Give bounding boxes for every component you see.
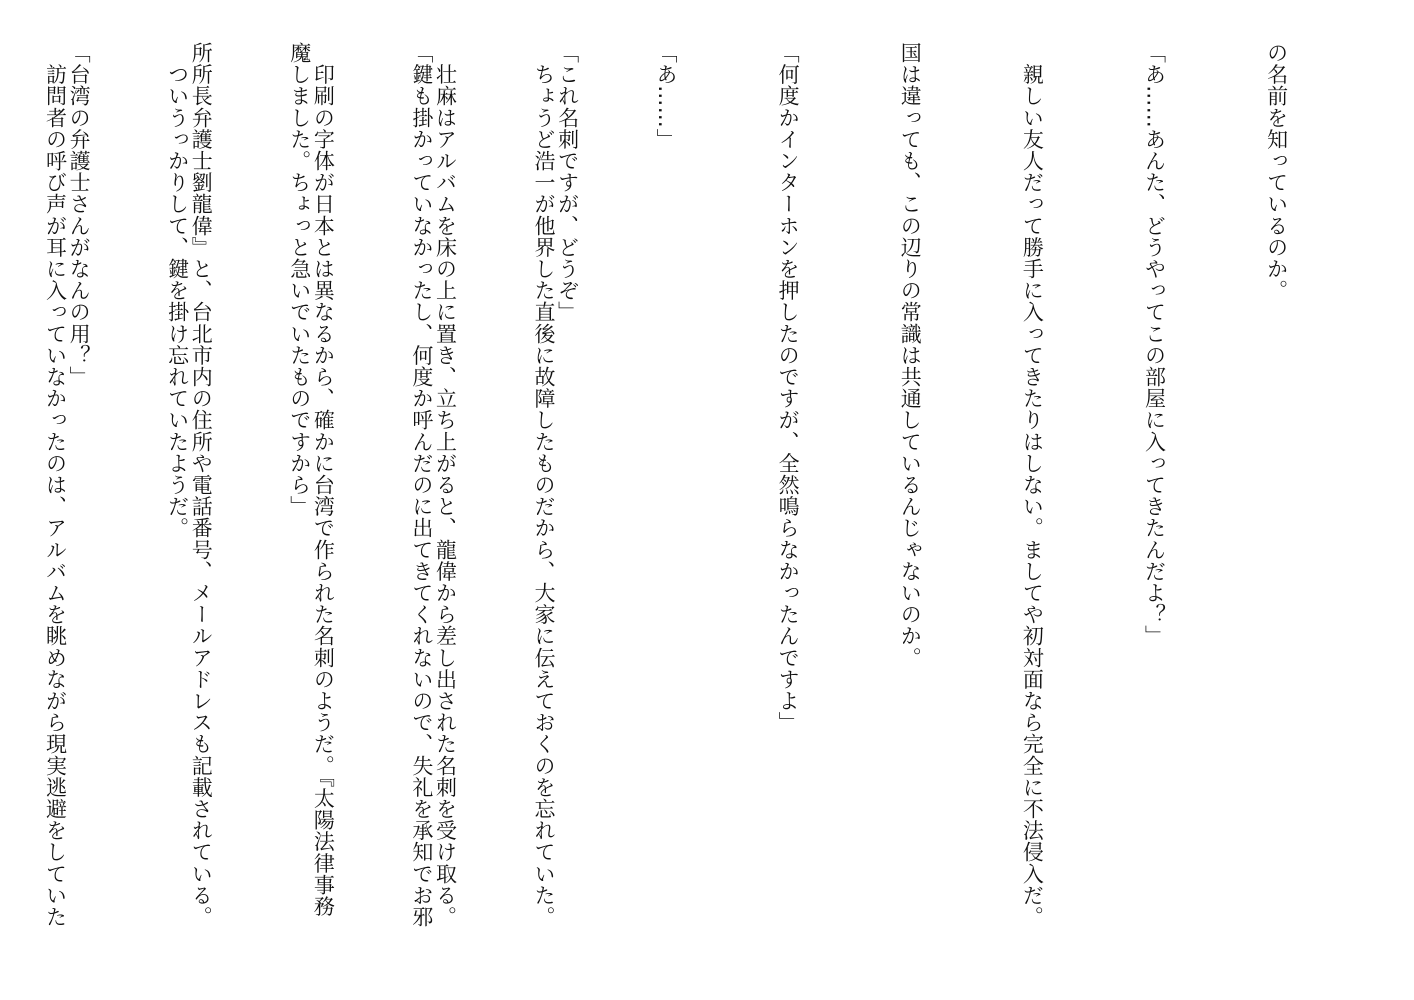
text-line: 「あ……あんた、どうやってこの部屋に入ってきたんだよ？」 bbox=[1142, 42, 1167, 647]
text-line: 壮麻はアルバムを床の上に置き、立ち上がると、龍偉から差し出された名刺を受け取る。 bbox=[433, 42, 458, 928]
text-line: 「何度かインターホンを押したのですが、全然鳴らなかったんですよ」 bbox=[776, 42, 801, 734]
text-line: 印刷の字体が日本とは異なるから、確かに台湾で作られた名刺のようだ。『太陽法律事務 bbox=[311, 42, 336, 918]
text-line: ついうっかりして、鍵を掛け忘れていたようだ。 bbox=[165, 42, 190, 539]
text-line: 所所長弁護士劉龍偉』と、台北市内の住所や電話番号、メールアドレスも記載されている。 bbox=[189, 42, 214, 928]
text-line: 「台湾の弁護士さんがなんの用？」 bbox=[67, 42, 92, 388]
text-line: 訪問者の呼び声が耳に入っていなかったのは、アルバムを眺めながら現実逃避をしていた bbox=[43, 42, 68, 928]
text-line: の名前を知っているのか。 bbox=[1264, 42, 1289, 302]
text-line: 親しい友人だって勝手に入ってきたりはしない。ましてや初対面なら完全に不法侵入だ。 bbox=[1020, 42, 1045, 928]
text-line: 「あ……」 bbox=[654, 42, 679, 150]
text-line: ちょうど浩一が他界した直後に故障したものだから、大家に伝えておくのを忘れていた。 bbox=[531, 42, 556, 928]
text-line: 魔しました。ちょっと急いでいたものですから」 bbox=[287, 42, 312, 518]
text-line: 「これ名刺ですが、どうぞ」 bbox=[555, 42, 580, 323]
text-line: 国は違っても、この辺りの常識は共通しているんじゃないのか。 bbox=[898, 42, 923, 669]
text-line: 「鍵も掛かっていなかったし、何度か呼んだのに出てきてくれないので、失礼を承知でお邪 bbox=[409, 42, 434, 928]
text-block-left bbox=[0, 42, 669, 972]
